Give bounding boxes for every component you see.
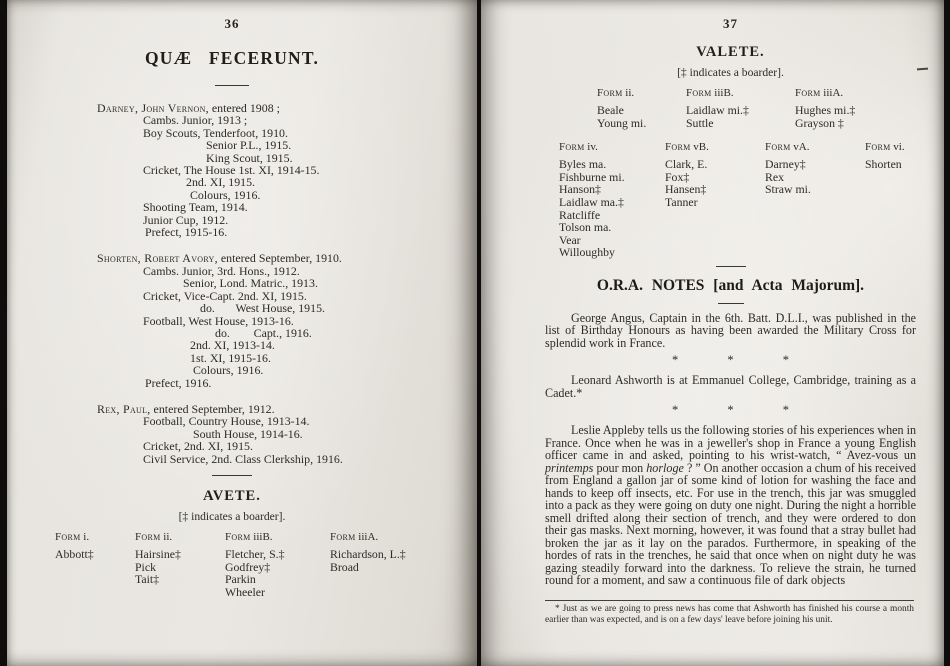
entry-header: Rex, Paul, entered September, 1912. bbox=[97, 401, 275, 416]
form-word: Form bbox=[135, 530, 161, 543]
form-column bbox=[135, 531, 225, 598]
entry-line: Colours, 1916. bbox=[193, 363, 264, 378]
pupil-name: Hughes mi.‡ bbox=[795, 103, 856, 117]
paragraph bbox=[545, 424, 916, 587]
page-36 bbox=[7, 0, 477, 666]
quae-entries bbox=[43, 102, 421, 465]
pupil-name: Hansen‡ bbox=[665, 182, 707, 197]
pupil-fullname: Shorten, Robert Avory, bbox=[97, 251, 218, 266]
pen-mark bbox=[917, 68, 928, 71]
text-segment: ? ” On another occasion a chum of his received from England a gallon jar of some kind of lotion for washing the face and hands to keep off insects, etc. For use in the trench, this jar was smuggled into a pack as they were going on duty one night. During the night a horrible smell drifted along their section of trench, and they were ordered to don their gas masks. Next morning, however, it was found that a stray bullet had broken the jar as it lay on the parados. Furthermore, in speaking of the hordes of rats in the trenches, he said that once when on night duty he was gazing steadily forward into the darkness. To relieve the strain, he turned round for a moment, and saw a continuous file of dark objects bbox=[545, 460, 916, 588]
form-header: Form ii. bbox=[135, 530, 173, 543]
record-entry bbox=[97, 252, 421, 388]
form-word: Form bbox=[597, 87, 623, 99]
entry-line: Boy Scouts, Tenderfoot, 1910. bbox=[143, 125, 288, 140]
text-segment: printemps bbox=[545, 460, 594, 475]
form-word: Form bbox=[55, 530, 81, 543]
form-header: Form iiiA. bbox=[795, 87, 844, 99]
entry-line: Colours, 1916. bbox=[190, 187, 261, 202]
form-header: Form iiiA. bbox=[330, 530, 379, 543]
entry-line: South House, 1914-16. bbox=[193, 426, 303, 441]
text-segment: Leonard Ashworth is at Emmanuel College, Cambridge, training as a Cadet.* bbox=[545, 373, 916, 400]
paragraph bbox=[545, 312, 916, 350]
form-column bbox=[559, 141, 665, 259]
form-word: Form bbox=[225, 530, 251, 543]
form-header: Form iiiB. bbox=[686, 87, 734, 99]
entry-line: 2nd. XI, 1915. bbox=[186, 175, 256, 190]
ora-title-rule bbox=[718, 303, 744, 304]
form-word: Form bbox=[795, 87, 821, 99]
form-header: Form i. bbox=[55, 530, 90, 543]
record-entry bbox=[97, 403, 421, 465]
entry-line: Football, Country House, 1913-14. bbox=[143, 414, 310, 429]
pupil-name: Vear bbox=[559, 232, 581, 247]
text-segment: George Angus, Captain in the 6th. Batt. D.L.I., was published in the list of Birthday Honours as having been awarded the Military Cross for splendid work in France. bbox=[545, 310, 916, 350]
entry-line: Cambs. Junior, 1913 ; bbox=[143, 113, 248, 128]
ora-blocks bbox=[545, 312, 916, 587]
form-header: Form vi. bbox=[865, 141, 905, 154]
valete-boarder-note: [‡ indicates a boarder]. bbox=[677, 66, 784, 79]
form-header: Form vA. bbox=[765, 141, 810, 154]
entry-line: Civil Service, 2nd. Class Clerkship, 1916. bbox=[143, 451, 343, 466]
entry-line: Prefect, 1915-16. bbox=[145, 225, 228, 240]
pupil-name: Clark, E. bbox=[665, 157, 708, 172]
form-column bbox=[865, 141, 905, 259]
pupil-fullname: Rex, Paul, bbox=[97, 401, 151, 416]
entry-line: Shooting Team, 1914. bbox=[143, 200, 248, 215]
form-column bbox=[665, 141, 765, 259]
quae-fecerunt-title: QUÆ FECERUNT. bbox=[144, 48, 320, 68]
page-number-right: 37 bbox=[723, 16, 738, 31]
form-word: Form bbox=[865, 141, 891, 154]
form-word: Form bbox=[765, 141, 791, 154]
pupil-name: Laidlaw ma.‡ bbox=[559, 194, 624, 209]
ora-notes-title: O.R.A. NOTES [and Acta Majorum]. bbox=[596, 276, 865, 294]
avete-columns bbox=[43, 531, 421, 598]
entry-line: Senior P.L., 1915. bbox=[206, 138, 292, 153]
entry-line: King Scout, 1915. bbox=[206, 150, 293, 165]
record-entry bbox=[97, 102, 421, 238]
pupil-name: Parkin bbox=[225, 572, 256, 587]
form-column bbox=[330, 531, 406, 598]
pupil-name: Broad bbox=[330, 559, 359, 574]
avete-title: AVETE. bbox=[203, 487, 261, 504]
entry-line: Cricket, 2nd. XI, 1915. bbox=[143, 439, 253, 454]
entry-line: do. Capt., 1916. bbox=[215, 325, 312, 340]
pupil-name: Shorten bbox=[865, 157, 902, 172]
pupil-name: Beale bbox=[597, 103, 624, 117]
form-column bbox=[765, 141, 865, 259]
pupil-name: Laidlaw mi.‡ bbox=[686, 103, 749, 117]
entry-header: Shorten, Robert Avory, entered September, 1910. bbox=[97, 251, 342, 266]
entry-line: Junior Cup, 1912. bbox=[143, 212, 229, 227]
entry-line: 2nd. XI, 1913-14. bbox=[190, 338, 275, 353]
text-segment: Leslie Appleby tells us the following stories of his experiences when in France. Once when he was in a jeweller's shop in France a young English officer came in and asked, pointing to his wrist-watch, “ Avez-vous un bbox=[545, 423, 916, 463]
text-segment: horloge bbox=[646, 460, 684, 475]
form-column bbox=[55, 531, 135, 598]
form-header: Form iiiB. bbox=[225, 530, 273, 543]
valete-row1 bbox=[545, 87, 916, 129]
pupil-name: Willoughby bbox=[559, 245, 615, 260]
avete-boarder-note: [‡ indicates a boarder]. bbox=[178, 509, 286, 523]
pupil-fullname: Darney, John Vernon, bbox=[97, 101, 209, 115]
valete-title: VALETE. bbox=[696, 44, 765, 60]
pupil-name: Ratcliffe bbox=[559, 207, 601, 222]
pupil-name: Fox‡ bbox=[665, 169, 690, 184]
pupil-name: Darney‡ bbox=[765, 157, 806, 172]
pupil-name: Richardson, L.‡ bbox=[330, 546, 406, 561]
entry-line: Cambs. Junior, 3rd. Hons., 1912. bbox=[143, 263, 300, 278]
pupil-name: Rex bbox=[765, 169, 785, 184]
form-column bbox=[225, 531, 330, 598]
entry-line: Cricket, The House 1st. XI, 1914-15. bbox=[143, 163, 320, 178]
form-header: Form ii. bbox=[597, 87, 635, 99]
entry-line: 1st. XI, 1915-16. bbox=[190, 350, 271, 365]
pupil-name: Hanson‡ bbox=[559, 182, 601, 197]
pupil-name: Tolson ma. bbox=[559, 220, 612, 235]
form-header: Form vB. bbox=[665, 141, 709, 154]
entry-line: Cricket, Vice-Capt. 2nd. XI, 1915. bbox=[143, 288, 307, 303]
page-37 bbox=[481, 0, 944, 666]
pupil-name: Suttle bbox=[686, 115, 714, 130]
footnote: * Just as we are going to press news has come that Ashworth has finished his course a month earlier than was expected, and is on a few days' leave before joining his unit. bbox=[545, 600, 914, 626]
valete-end-rule bbox=[716, 266, 746, 267]
title-rule bbox=[215, 85, 249, 86]
asterisk-separator: * * * bbox=[672, 353, 789, 368]
pupil-name: Tanner bbox=[665, 194, 698, 209]
entry-line: Prefect, 1916. bbox=[145, 375, 212, 390]
text-segment: pour mon bbox=[593, 460, 647, 475]
pupil-name: Abbott‡ bbox=[55, 546, 94, 561]
pupil-name: Byles ma. bbox=[559, 157, 607, 172]
pupil-name: Wheeler bbox=[225, 584, 265, 599]
pupil-name: Grayson ‡ bbox=[795, 115, 844, 130]
pupil-name: Pick bbox=[135, 559, 156, 574]
entry-line: do. West House, 1915. bbox=[200, 301, 325, 316]
pupil-name: Fishburne mi. bbox=[559, 169, 625, 184]
entry-line: Football, West House, 1913-16. bbox=[143, 313, 294, 328]
pupil-name: Straw mi. bbox=[765, 182, 811, 197]
pupil-name: Godfrey‡ bbox=[225, 559, 271, 574]
valete-row2 bbox=[545, 141, 916, 259]
section-rule bbox=[212, 475, 252, 476]
page-number-left: 36 bbox=[224, 16, 240, 31]
form-word: Form bbox=[559, 141, 585, 154]
form-column bbox=[597, 87, 686, 129]
pupil-name: Young mi. bbox=[597, 115, 647, 130]
form-column bbox=[795, 87, 855, 129]
asterisk-separator: * * * bbox=[672, 403, 789, 418]
entry-header: Darney, John Vernon, entered 1908 ; bbox=[97, 101, 280, 115]
form-header: Form iv. bbox=[559, 141, 598, 154]
paragraph bbox=[545, 374, 916, 399]
pupil-name: Hairsine‡ bbox=[135, 546, 181, 561]
form-word: Form bbox=[330, 530, 356, 543]
entry-line: Senior, Lond. Matric., 1913. bbox=[183, 276, 318, 291]
form-column bbox=[686, 87, 795, 129]
form-word: Form bbox=[665, 141, 691, 154]
form-word: Form bbox=[686, 87, 712, 99]
pupil-name: Fletcher, S.‡ bbox=[225, 546, 285, 561]
pupil-name: Tait‡ bbox=[135, 572, 160, 587]
